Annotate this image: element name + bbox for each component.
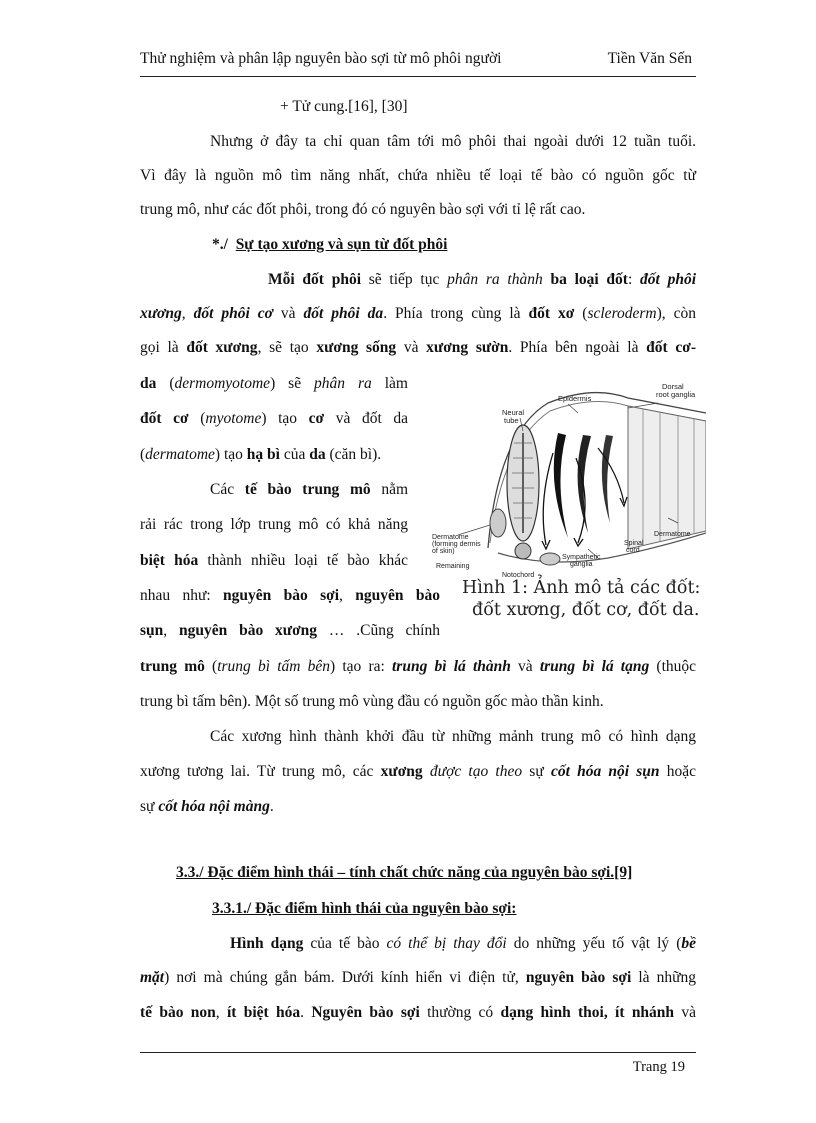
paragraph-line: mặt) nơi mà chúng gắn bám. Dưới kính hiển vi điện tử, nguyên bào sợi là những bbox=[140, 969, 696, 986]
paragraph-line: biệt hóa thành nhiều loại tế bào khác bbox=[140, 552, 408, 569]
paragraph-line: gọi là đốt xương, sẽ tạo xương sống và xương sườn. Phía bên ngoài là đốt cơ- bbox=[140, 339, 697, 356]
paragraph-line: rải rác trong lớp trung mô có khả năng bbox=[140, 516, 408, 533]
paragraph-line: da (dermomyotome) sẽ phân ra làm bbox=[140, 375, 408, 392]
section-heading-3-3-1: 3.3.1./ Đặc điểm hình thái của nguyên bào sợi: bbox=[212, 900, 517, 917]
paragraph-line: xương tương lai. Từ trung mô, các xương được tạo theo sự cốt hóa nội sụn hoặc bbox=[140, 763, 697, 780]
paragraph-line: trung bì tấm bên). Một số trung mô vùng đầu có nguồn gốc mào thần kinh. bbox=[140, 693, 604, 710]
paragraph-line: tế bào non, ít biệt hóa. Nguyên bào sợi thường có dạng hình thoi, ít nhánh và bbox=[140, 1004, 696, 1021]
header-divider bbox=[140, 76, 696, 77]
label-dermatome-left: Dermatome (forming dermis of skin) bbox=[432, 534, 481, 555]
paragraph-line: xương, đốt phôi cơ và đốt phôi da. Phía trong cùng là đốt xơ (scleroderm), còn bbox=[140, 305, 697, 322]
paragraph-line: Hình dạng của tế bào có thể bị thay đổi do những yếu tố vật lý (bề bbox=[230, 935, 696, 952]
paragraph-line: Các tế bào trung mô nằm bbox=[210, 481, 409, 498]
paragraph-line: Các xương hình thành khởi đầu từ những mảnh trung mô có hình dạng bbox=[210, 728, 696, 745]
figure-caption: đốt xương, đốt cơ, đốt da. bbox=[472, 600, 700, 620]
embryo-somite-figure bbox=[428, 373, 706, 581]
section-heading-3-3: 3.3./ Đặc điểm hình thái – tính chất chức năng của nguyên bào sợi.[9] bbox=[176, 864, 633, 881]
label-spinal-cord: Spinal cord bbox=[624, 540, 644, 554]
embryo-somite-diagram bbox=[428, 373, 706, 581]
figure-caption: Hình 1: Ảnh mô tả các đốt: bbox=[462, 578, 701, 598]
label-notochord: Notochord bbox=[502, 572, 535, 579]
label-sympathetic-ganglia: Sympathetic ganglia bbox=[562, 554, 601, 568]
paragraph-line: Mỗi đốt phôi sẽ tiếp tục phân ra thành ba loại đốt: đốt phôi bbox=[268, 271, 697, 288]
header-author: Tiền Văn Sến bbox=[607, 50, 692, 67]
label-dermatome-right: Dermatome bbox=[654, 531, 691, 538]
footer-divider bbox=[140, 1052, 696, 1053]
paragraph-line: Vì đây là nguồn mô tìm năng nhất, chứa nhiều tế loại tế bào có nguồn gốc từ bbox=[140, 167, 696, 184]
paragraph-line: trung mô (trung bì tấm bên) tạo ra: trung bì lá thành và trung bì lá tạng (thuộc bbox=[140, 658, 697, 675]
paragraph-line: đốt cơ (myotome) tạo cơ và đốt da bbox=[140, 410, 408, 427]
paragraph-line: Nhưng ở đây ta chỉ quan tâm tới mô phôi thai ngoài dưới 12 tuần tuổi. bbox=[210, 133, 696, 150]
label-neural-tube: Neural tube bbox=[502, 408, 525, 425]
section-heading: *./ Sự tạo xương và sụn từ đốt phôi bbox=[212, 236, 448, 253]
label-epidermis: Epidermis bbox=[558, 394, 592, 403]
paragraph-line: (dermatome) tạo hạ bì của da (căn bì). bbox=[140, 446, 382, 463]
paragraph-line: nhau như: nguyên bào sợi, nguyên bào bbox=[140, 587, 440, 604]
label-dorsal-root-ganglia: Dorsal root ganglia bbox=[656, 382, 696, 399]
page-number: Trang 19 bbox=[632, 1059, 685, 1075]
label-remaining: Remaining bbox=[436, 563, 470, 570]
paragraph-line: trung mô, như các đốt phôi, trong đó có nguyên bào sợi với tỉ lệ rất cao. bbox=[140, 201, 586, 218]
paragraph-line: sự cốt hóa nội màng. bbox=[140, 798, 274, 815]
reference-line: + Tử cung.[16], [30] bbox=[280, 98, 408, 115]
header-title: Thử nghiệm và phân lập nguyên bào sợi từ mô phôi người bbox=[140, 50, 502, 67]
paragraph-line: sụn, nguyên bào xương … .Cũng chính bbox=[140, 622, 440, 639]
